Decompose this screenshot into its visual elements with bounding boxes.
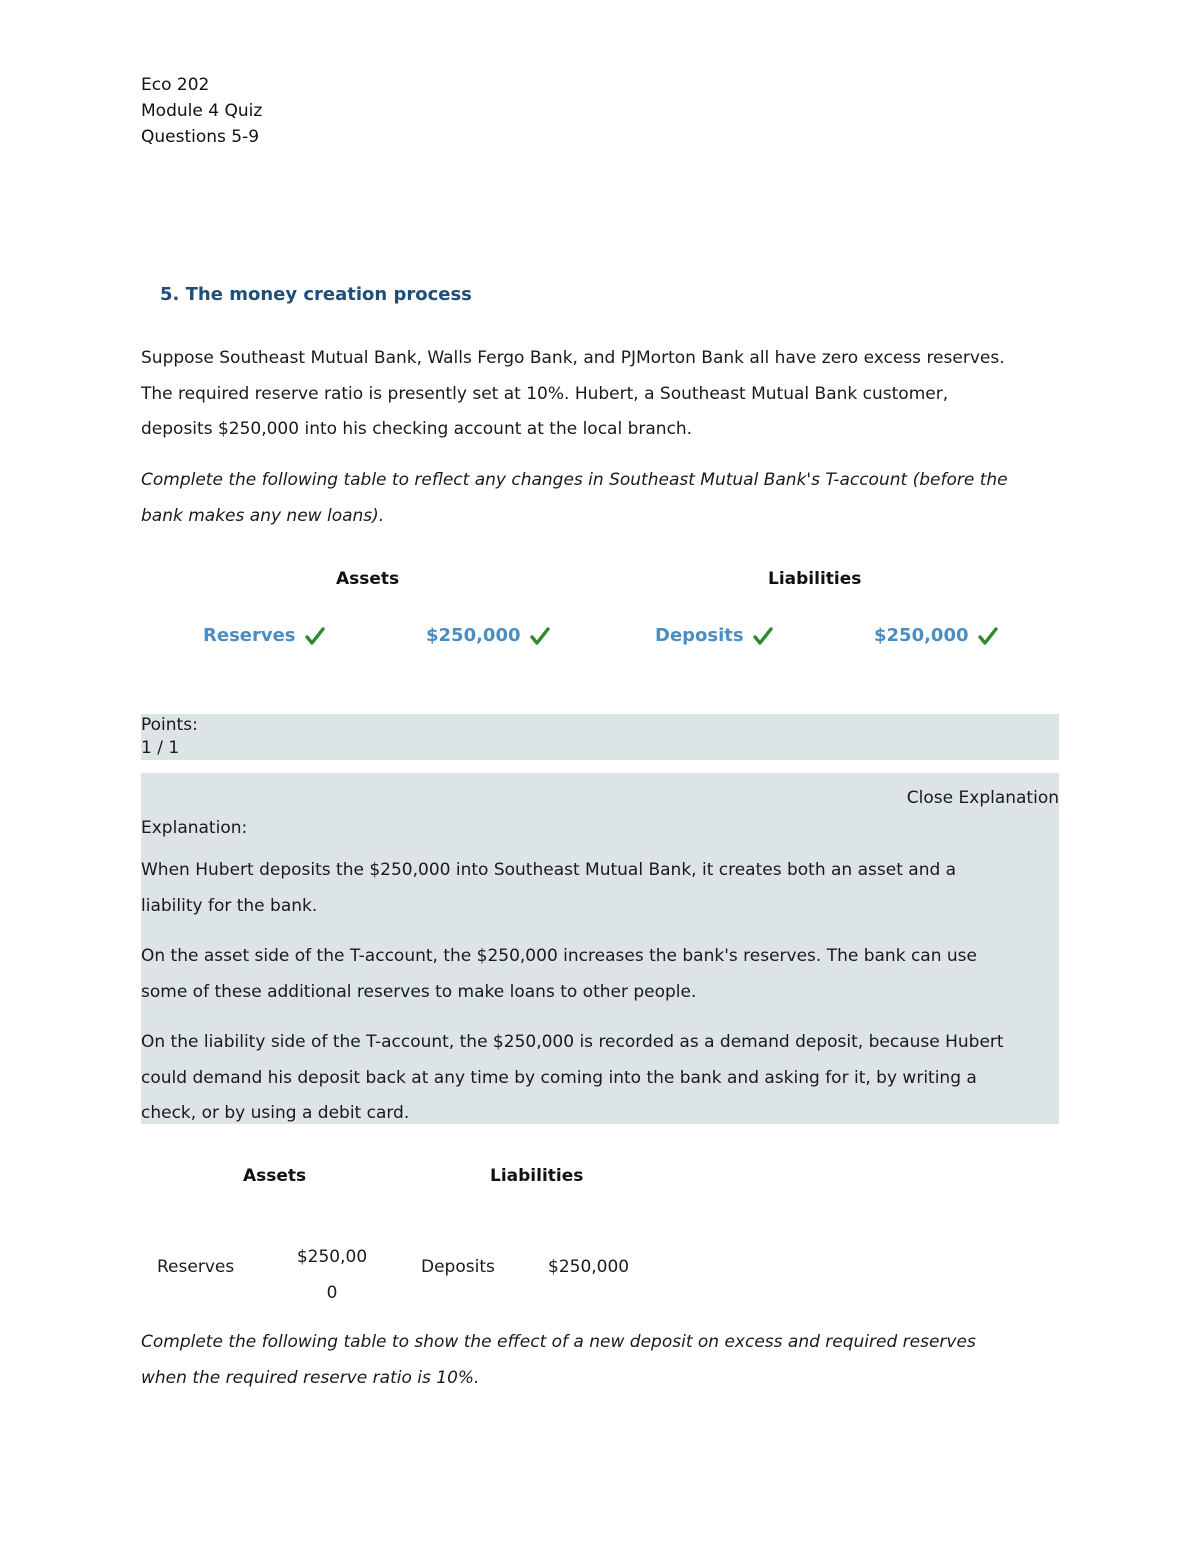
question-body-line: deposits $250,000 into his checking account at the local branch. (141, 419, 693, 439)
question-title: 5. The money creation process (160, 284, 472, 305)
explanation-heading: Explanation: (141, 818, 248, 838)
liabilities-header: Liabilities (768, 569, 862, 589)
answer-reserves (203, 625, 325, 646)
checkmark-icon (753, 626, 773, 646)
explanation-paragraph-2 (141, 939, 1059, 1010)
explanation-box (141, 773, 1059, 1124)
question-body-line: Suppose Southeast Mutual Bank, Walls Fergo Bank, and PJMorton Bank all have zero excess reserves. (141, 348, 1005, 368)
expl-deposits-label: Deposits (421, 1257, 495, 1277)
question-body-line: The required reserve ratio is presently set at 10%. Hubert, a Southeast Mutual Bank customer, (141, 383, 949, 404)
answer-deposits-value (874, 625, 998, 646)
checkmark-icon (305, 626, 325, 646)
instruction-line: when the required reserve ratio is 10%. (141, 1367, 480, 1388)
instruction-line: Complete the following table to reflect any changes in Southeast Mutual Bank's T-account (before the (141, 470, 1008, 490)
expl-reserves-value-line: 0 (326, 1282, 338, 1303)
course-name: Eco 202 (141, 75, 210, 95)
explanation-line: liability for the bank. (141, 895, 318, 916)
instruction-line: Complete the following table to show the effect of a new deposit on excess and required reserves (141, 1332, 976, 1352)
points-value: 1 / 1 (141, 738, 180, 758)
expl-reserves-value-line: $250,00 (296, 1247, 368, 1267)
explanation-line: check, or by using a debit card. (141, 1103, 410, 1123)
expl-reserves-label: Reserves (157, 1257, 235, 1277)
quiz-name: Module 4 Quiz (141, 101, 263, 121)
questions-range: Questions 5-9 (141, 127, 260, 147)
explanation-paragraph-1 (141, 853, 1059, 924)
points-label: Points: (141, 715, 198, 735)
expl-assets-header: Assets (243, 1166, 307, 1186)
expl-deposits-value: $250,000 (548, 1257, 630, 1277)
next-instruction (141, 1325, 1066, 1396)
points-box (141, 714, 1059, 760)
explanation-line: On the liability side of the T-account, the $250,000 is recorded as a demand deposit, because Hubert (141, 1032, 1004, 1052)
question-instruction (141, 463, 1066, 534)
answer-reserves-label: Reserves (203, 625, 296, 646)
expl-reserves-value (292, 1240, 372, 1311)
close-explanation-link[interactable]: Close Explanation (906, 788, 1059, 808)
answer-reserves-amount: $250,000 (426, 625, 521, 646)
answer-deposits (655, 625, 773, 646)
answer-deposits-amount: $250,000 (874, 625, 969, 646)
explanation-line: When Hubert deposits the $250,000 into Southeast Mutual Bank, it creates both an asset and a (141, 860, 957, 880)
assets-header: Assets (336, 569, 400, 589)
answer-deposits-label: Deposits (655, 625, 744, 646)
explanation-line: could demand his deposit back at any time by coming into the bank and asking for it, by writing a (141, 1067, 977, 1088)
checkmark-icon (530, 626, 550, 646)
expl-liabilities-header: Liabilities (490, 1166, 584, 1186)
explanation-line: On the asset side of the T-account, the $250,000 increases the bank's reserves. The bank can use (141, 946, 977, 966)
explanation-paragraph-3 (141, 1025, 1059, 1132)
answer-reserves-value (426, 625, 550, 646)
question-body (141, 341, 1066, 448)
instruction-line: bank makes any new loans). (141, 505, 385, 526)
checkmark-icon (978, 626, 998, 646)
explanation-line: some of these additional reserves to make loans to other people. (141, 981, 697, 1002)
